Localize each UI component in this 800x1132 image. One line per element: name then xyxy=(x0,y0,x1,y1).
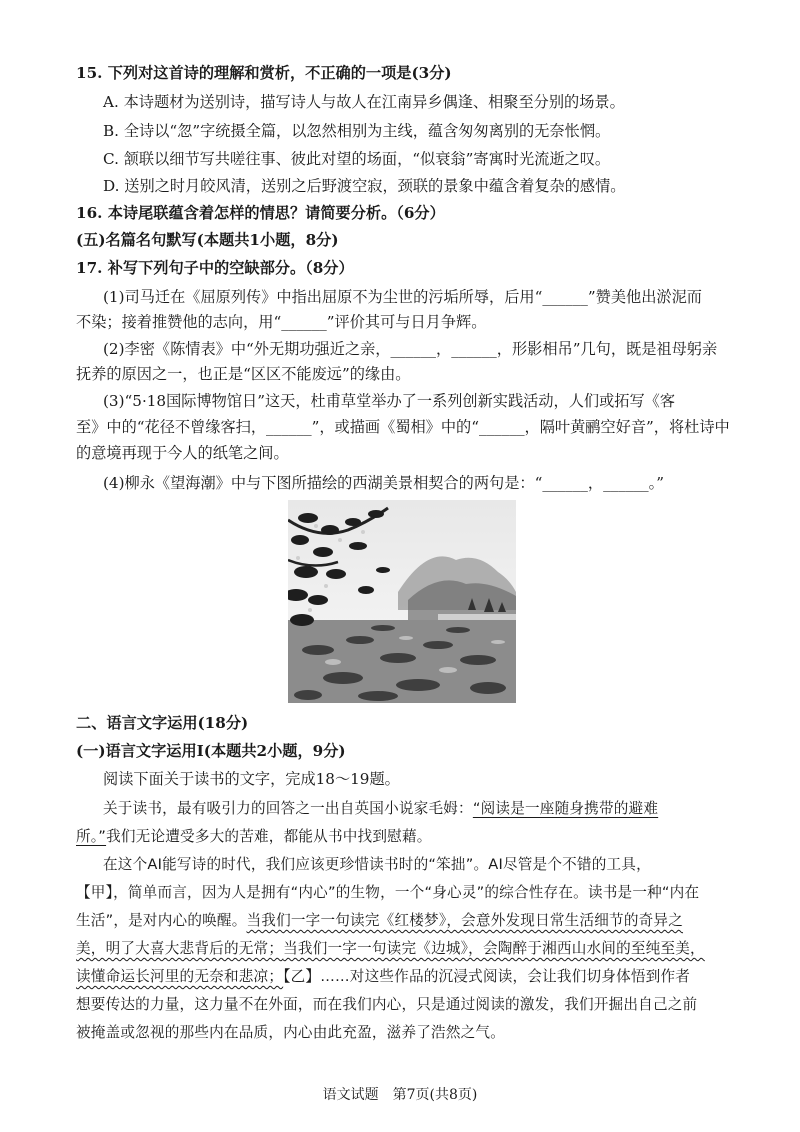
maugham-quote-start: “阅读是一座随身携带的避难 xyxy=(472,800,659,817)
q17-p1-line1: (1)司马迁在《屈原列传》中指出屈原不为尘世的污垢所辱，后用“______”赞美他出淤泥而 xyxy=(103,288,702,306)
q17-p2-line1: (2)李密《陈情表》中“外无期功强近之亲，______，______，形影相吊”几句，既是祖母躬亲 xyxy=(103,340,718,358)
passage-line-4: 【甲】，简单而言，因为人是拥有“内心”的生物，一个“身心灵”的综合性存在。读书是一种“内在 xyxy=(76,884,700,901)
part2-heading: 二、语言文字运用(18分) xyxy=(76,714,249,732)
passage-line-5 xyxy=(76,910,683,932)
wavy-underlined-sentence-2: 当我们一字一句读完《边城》，会陶醉于湘西山水间的至纯至美， xyxy=(283,940,705,957)
passage-line-3: 在这个AI能写诗的时代，我们应该更珍惜读书时的“笨拙”。AI尽管是个不错的工具， xyxy=(103,856,651,873)
q17-p3-line1: (3)“5·18国际博物馆日”这天，杜甫草堂举办了一系列创新实践活动，人们或拓写《客 xyxy=(103,392,676,410)
q16-stem: 16. 本诗尾联蕴含着怎样的情思？请简要分析。（6分） xyxy=(76,204,445,222)
reading-intro: 阅读下面关于读书的文字，完成18～19题。 xyxy=(103,770,400,788)
q17-stem: 17. 补写下列句子中的空缺部分。（8分） xyxy=(76,259,354,277)
passage-line-7b: 【乙】……对这些作品的沉浸式阅读，会让我们切身体悟到作者 xyxy=(283,968,691,985)
q15-option-d: D. 送别之时月皎风清，送别之后野渡空寂，颈联的景象中蕴含着复杂的感情。 xyxy=(103,177,626,195)
passage-line-9: 被掩盖或忽视的那些内在品质，内心由此充盈，滋养了浩然之气。 xyxy=(76,1024,506,1041)
wavy-underlined-sentence-1: 当我们一字一句读完《红楼梦》，会意外发现日常生活细节的奇异之 xyxy=(246,912,684,929)
passage-line-8: 想要传达的力量，这力量不在外面，而在我们内心，只是通过阅读的激发，我们开掘出自己之前 xyxy=(76,996,698,1013)
q17-p3-line2: 至》中的“花径不曾缘客扫，______”，或描画《蜀相》中的“______，隔叶黄鹂空好音”，将杜诗中 xyxy=(76,418,730,436)
q15-option-a: A. 本诗题材为送别诗，描写诗人与故人在江南异乡偶逢、相聚至分别的场景。 xyxy=(103,93,625,111)
q15-stem: 15. 下列对这首诗的理解和赏析，不正确的一项是(3分) xyxy=(76,64,452,82)
q17-p1-line2: 不染；接着推赞他的志向，用“______”评价其可与日月争辉。 xyxy=(76,313,487,331)
passage-line-5a: 生活”，是对内心的唤醒。 xyxy=(76,912,247,929)
page-footer: 语文试题 第7页(共8页) xyxy=(322,1087,478,1103)
wavy-underlined-sentence-2-end: 读懂命运长河里的无奈和悲凉； xyxy=(76,968,284,985)
q17-p4: (4)柳永《望海潮》中与下图所描绘的西湖美景相契合的两句是：“______，______。” xyxy=(103,474,665,492)
q17-p3-line3: 的意境再现于今人的纸笔之间。 xyxy=(76,444,289,462)
passage-line-2 xyxy=(76,826,432,848)
q15-option-c: C. 颔联以细节写共嗟往事、彼此对望的场面，“似衰翁”寄寓时光流逝之叹。 xyxy=(103,150,611,168)
q17-p2-line2: 抚养的原因之一，也正是“区区不能废远”的缘由。 xyxy=(76,365,411,383)
section5-heading: (五)名篇名句默写(本题共1小题，8分) xyxy=(76,231,339,249)
west-lake-ink-painting xyxy=(288,500,516,703)
passage-line-2b: 我们无论遭受多大的苦难，都能从书中找到慰藉。 xyxy=(106,828,432,845)
passage-line-1 xyxy=(103,798,658,820)
q15-option-b: B. 全诗以“忽”字统摄全篇，以忽然相别为主线，蕴含匆匆离别的无奈怅惘。 xyxy=(103,122,611,140)
passage-line-7 xyxy=(76,966,690,988)
passage-line-1a: 关于读书，最有吸引力的回答之一出自英国小说家毛姆： xyxy=(103,800,473,817)
part2-1-heading: (一)语言文字运用Ⅰ(本题共2小题，9分) xyxy=(76,742,346,760)
wavy-underlined-sentence-1-end: 美，明了大喜大悲背后的无常； xyxy=(76,940,284,957)
maugham-quote-end: 所。” xyxy=(76,828,107,845)
passage-line-6 xyxy=(76,938,705,960)
